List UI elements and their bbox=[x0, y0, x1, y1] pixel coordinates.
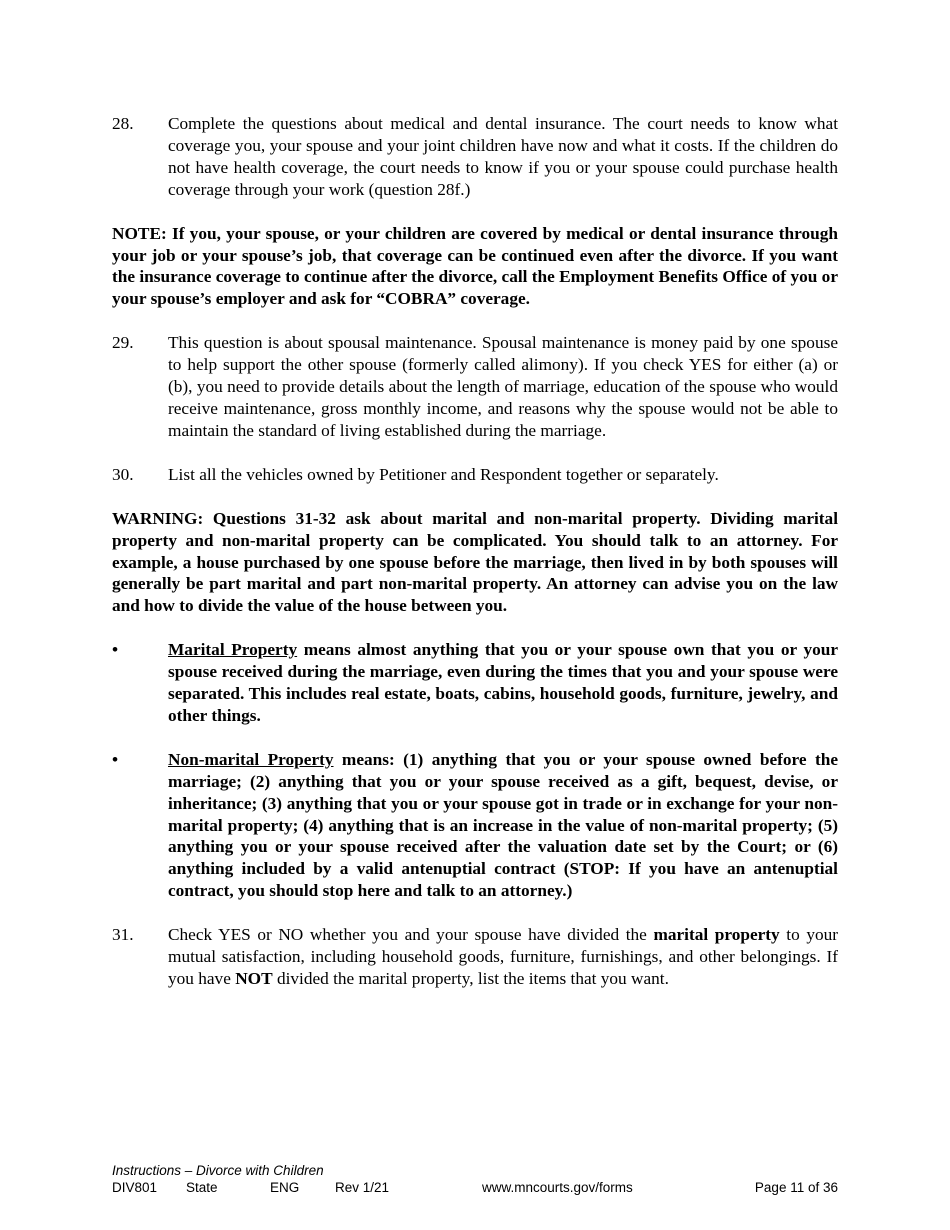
item-28 bbox=[112, 113, 838, 201]
footer-title: Instructions – Divorce with Children bbox=[112, 1163, 324, 1178]
bullet-dot: • bbox=[112, 749, 119, 769]
term-marital-property: Marital Property bbox=[168, 640, 298, 660]
property-warning: WARNING: Questions 31-32 ask about marital and non-marital property. Dividing marital property and non-marital property can be complicated. You should talk to an attorney. For example, a house purchased by one spouse before the marriage, then lived in by both spouses will generally be part marital and part non-marital property. An attorney can advise you on the law and how to divide the value of the house between you. bbox=[112, 508, 838, 616]
footer-meta bbox=[112, 1179, 838, 1196]
jurisdiction: State bbox=[186, 1180, 218, 1195]
item-29 bbox=[112, 332, 838, 442]
item-31 bbox=[112, 924, 838, 990]
website-link[interactable]: www.mncourts.gov/forms bbox=[482, 1180, 633, 1195]
emphasis-marital-property: marital property bbox=[653, 925, 780, 945]
bullet-dot: • bbox=[112, 640, 119, 660]
revision: Rev 1/21 bbox=[335, 1180, 390, 1195]
text-part: Check YES or NO whether you and your spouse have divided the bbox=[168, 925, 654, 945]
item-text bbox=[168, 924, 838, 990]
page-footer bbox=[112, 1162, 838, 1196]
language: ENG bbox=[270, 1180, 300, 1195]
definition: means: (1) anything that you or your spouse owned before the marriage; (2) anything that you or your spouse received as a gift, bequest, devise, or inheritance; (3) anything that you or your spouse got in trade or in exchange for your non-marital property; (4) anything that is an increase in the value of non-marital property; (5) anything you or your spouse received after the valuation date set by the Court; or (6) anything included by a valid antenuptial contract (STOP: If you have an antenuptial contract, you should stop here and talk to an attorney.) bbox=[168, 749, 838, 901]
bullet-marital-property bbox=[112, 639, 838, 727]
bullet-text bbox=[168, 749, 838, 902]
item-number: 28. bbox=[112, 114, 134, 133]
item-number: 30. bbox=[112, 464, 134, 484]
text-part: to your mutual satisfaction, including household goods, furniture, furnishings, and other belongings. If you have bbox=[168, 925, 839, 988]
emphasis-not: NOT bbox=[235, 969, 273, 988]
item-text: Complete the questions about medical and dental insurance. The court needs to know what coverage you, your spouse and your joint children have now and what it costs. If the children do not have health coverage, the court needs to know if you or your spouse could purchase health coverage through your work (question 28f.) bbox=[168, 114, 838, 199]
item-30 bbox=[112, 464, 838, 486]
item-number: 29. bbox=[112, 333, 134, 353]
form-number: DIV801 bbox=[112, 1180, 158, 1195]
item-text: List all the vehicles owned by Petitioner and Respondent together or separately. bbox=[168, 464, 719, 484]
cobra-note: NOTE: If you, your spouse, or your children are covered by medical or dental insurance through your job or your spouse’s job, that coverage can be continued even after the divorce. If you want the insurance coverage to continue after the divorce, call the Employment Benefits Office of you or your spouse’s employer and ask for “COBRA” coverage. bbox=[112, 223, 838, 309]
item-number: 31. bbox=[112, 925, 134, 945]
page-number: Page 11 of 36 bbox=[754, 1180, 838, 1195]
bullet-text bbox=[168, 639, 838, 727]
text-part: divided the marital property, list the items that you want. bbox=[272, 969, 669, 988]
item-text: This question is about spousal maintenance. Spousal maintenance is money paid by one spouse to help support the other spouse (formerly called alimony). If you check YES for either (a) or (b), you need to provide details about the length of marriage, education of the spouse who would receive maintenance, gross monthly income, and reasons why the spouse would not be able to maintain the standard of living established during the marriage. bbox=[168, 333, 838, 440]
definition: means almost anything that you or your spouse own that you or your spouse received during the marriage, even during the times that you and your spouse were separated. This includes real estate, boats, cabins, household goods, furniture, jewelry, and other things. bbox=[168, 640, 839, 725]
bullet-non-marital-property bbox=[112, 749, 838, 902]
document-page bbox=[112, 113, 838, 1012]
term-non-marital-property: Non-marital Property bbox=[168, 749, 334, 769]
